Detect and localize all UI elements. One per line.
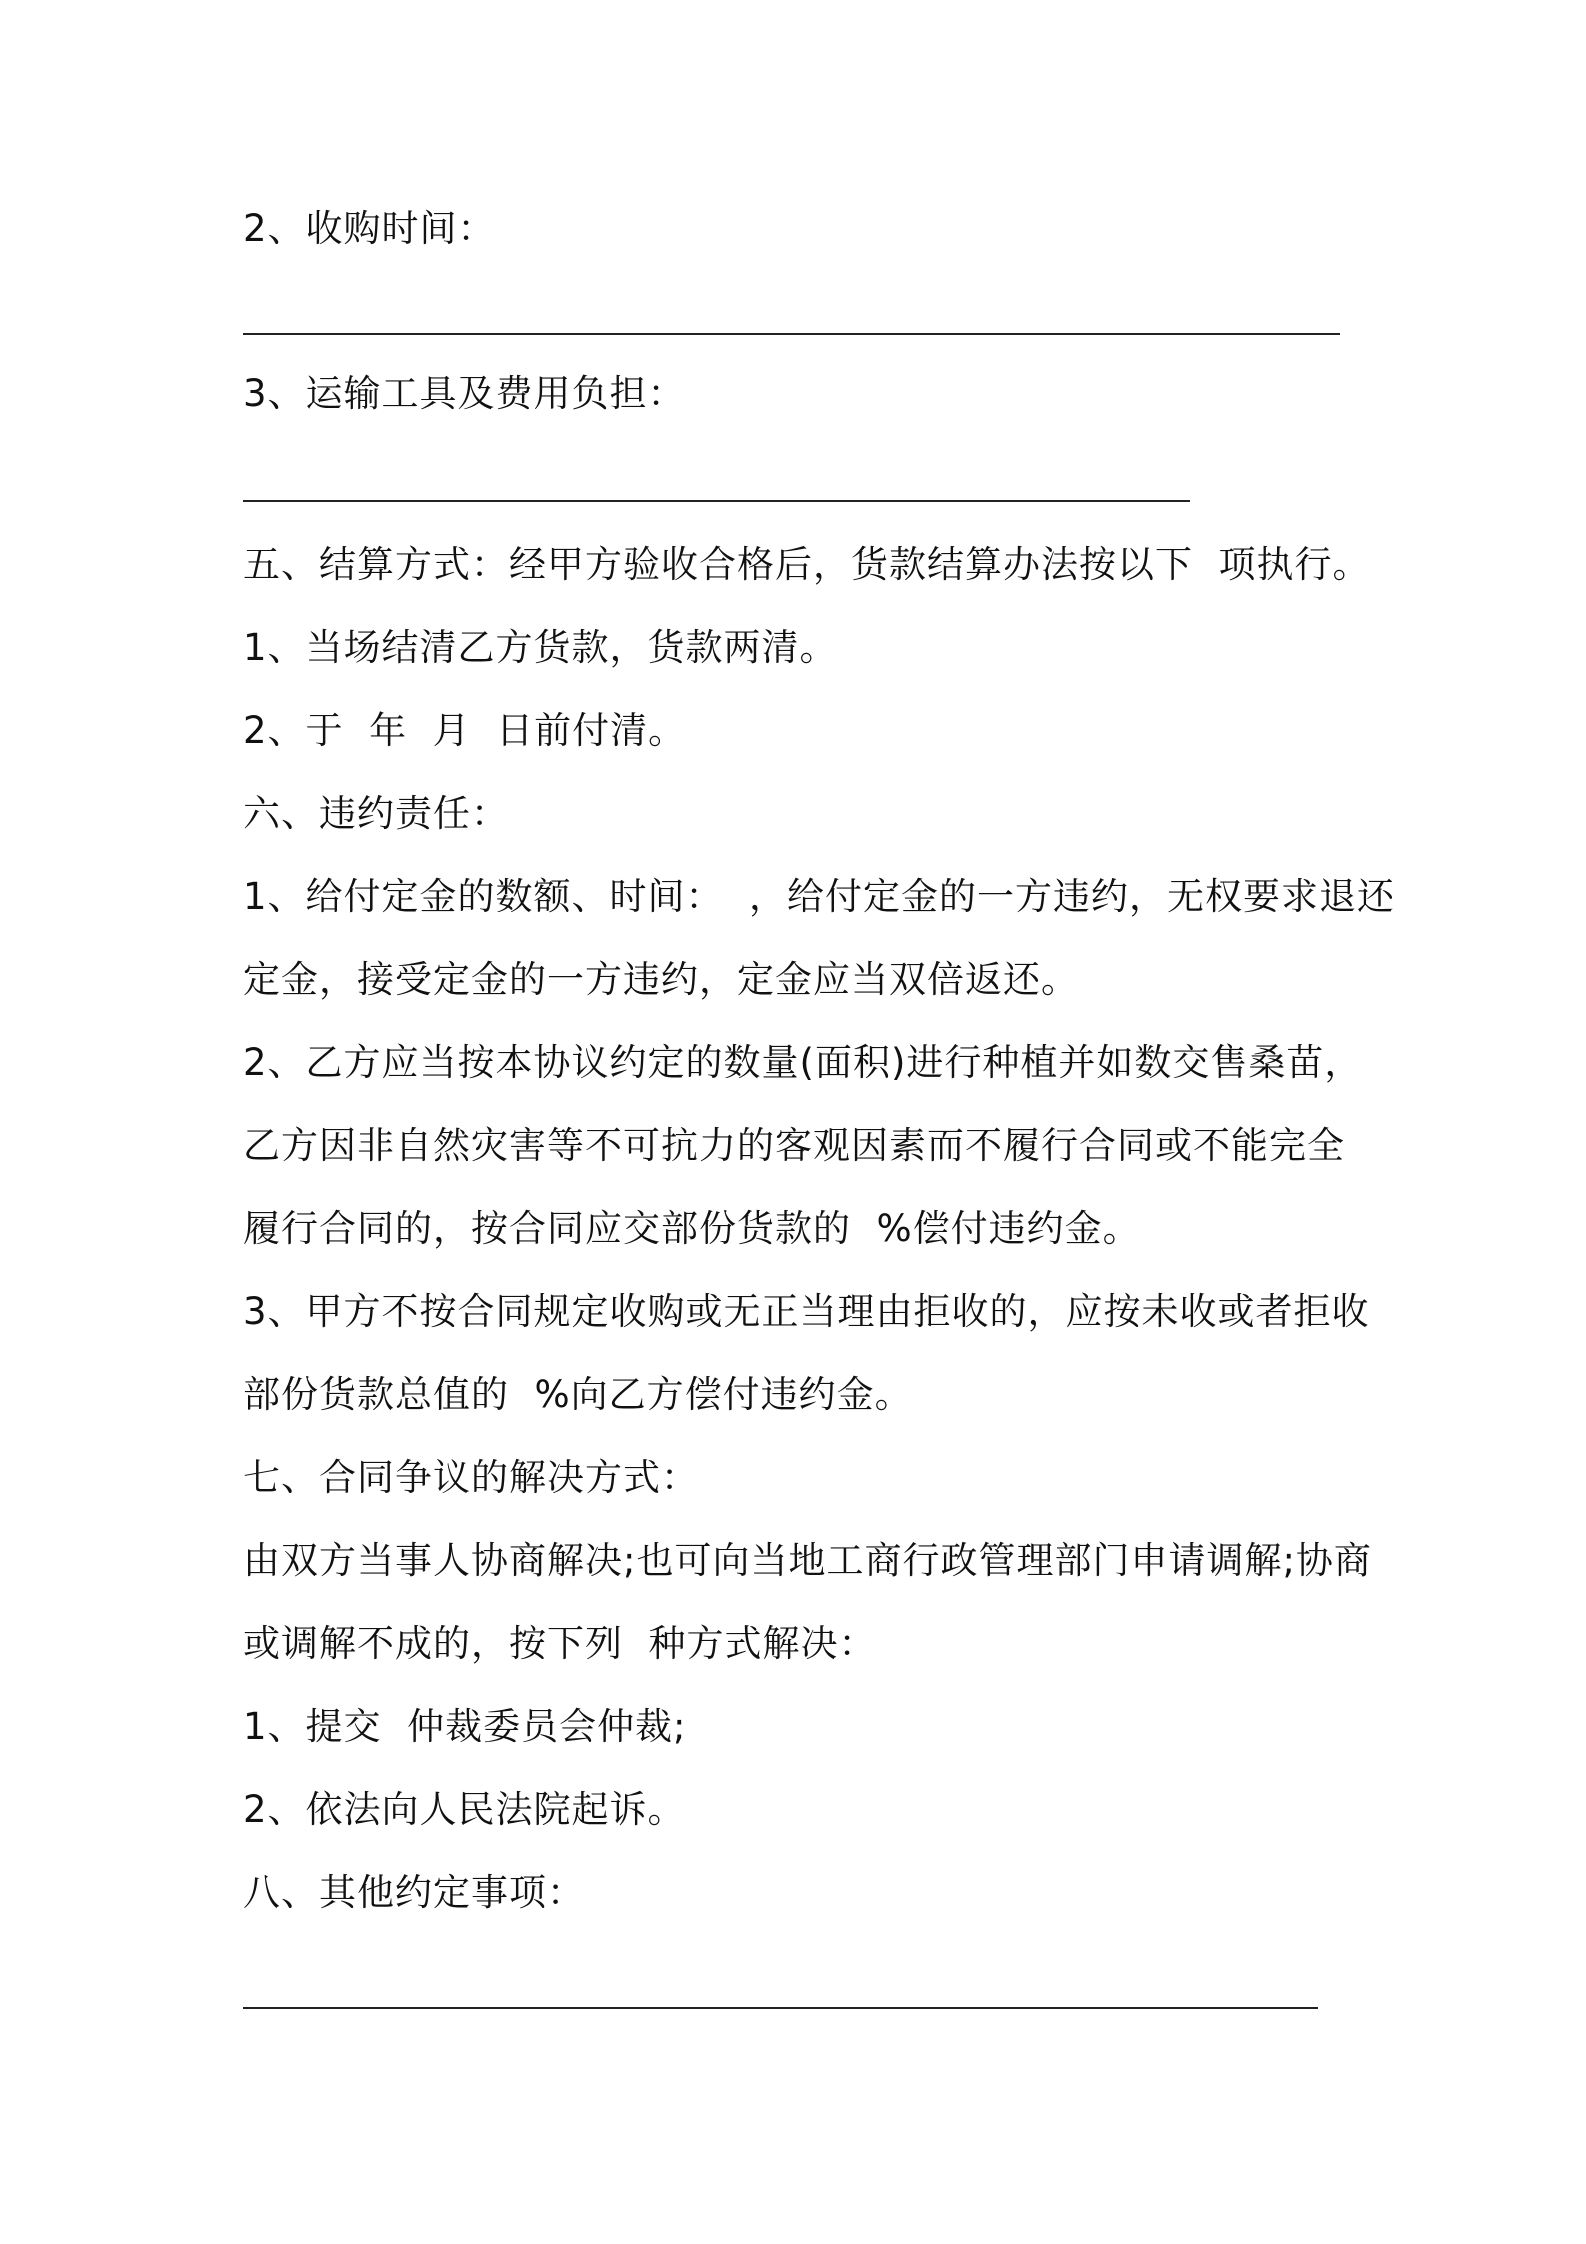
section-six-heading: 六、违约责任：: [243, 792, 509, 835]
section-eight-heading: 八、其他约定事项：: [243, 1871, 585, 1914]
liability-3-line-1: 3、甲方不按合同规定收购或无正当理由拒收的，应按未收或者拒收: [243, 1290, 1370, 1333]
liability-2-line-3: 履行合同的，按合同应交部份货款的 %偿付违约金。: [243, 1207, 1141, 1250]
liability-2-line-1: 2、乙方应当按本协议约定的数量(面积)进行种植并如数交售桑苗，: [243, 1041, 1363, 1084]
section-seven-heading: 七、合同争议的解决方式：: [243, 1456, 699, 1499]
section-five-heading: 五、结算方式：经甲方验收合格后，货款结算办法按以下 项执行。: [243, 543, 1371, 586]
liability-1-line-1: 1、给付定金的数额、时间： ，给付定金的一方违约，无权要求退还: [243, 875, 1396, 918]
liability-3-line-2: 部份货款总值的 %向乙方偿付违约金。: [243, 1373, 913, 1416]
settlement-option-2: 2、于 年 月 日前付清。: [243, 709, 687, 752]
clause-purchase-time: 2、收购时间：: [243, 207, 496, 250]
dispute-option-1: 1、提交 仲裁委员会仲裁;: [243, 1705, 687, 1748]
clause-transport: 3、运输工具及费用负担：: [243, 372, 686, 415]
blank-line-purchase-time: [243, 333, 1340, 335]
dispute-option-2: 2、依法向人民法院起诉。: [243, 1788, 686, 1831]
blank-line-other-matters: [243, 2007, 1318, 2009]
liability-1-line-2: 定金，接受定金的一方违约，定金应当双倍返还。: [243, 958, 1079, 1001]
blank-line-transport: [243, 500, 1190, 502]
dispute-line-2: 或调解不成的，按下列 种方式解决：: [243, 1622, 877, 1665]
liability-2-line-2: 乙方因非自然灾害等不可抗力的客观因素而不履行合同或不能完全: [243, 1124, 1345, 1167]
dispute-line-1: 由双方当事人协商解决;也可向当地工商行政管理部门申请调解;协商: [243, 1539, 1372, 1582]
settlement-option-1: 1、当场结清乙方货款，货款两清。: [243, 626, 838, 669]
